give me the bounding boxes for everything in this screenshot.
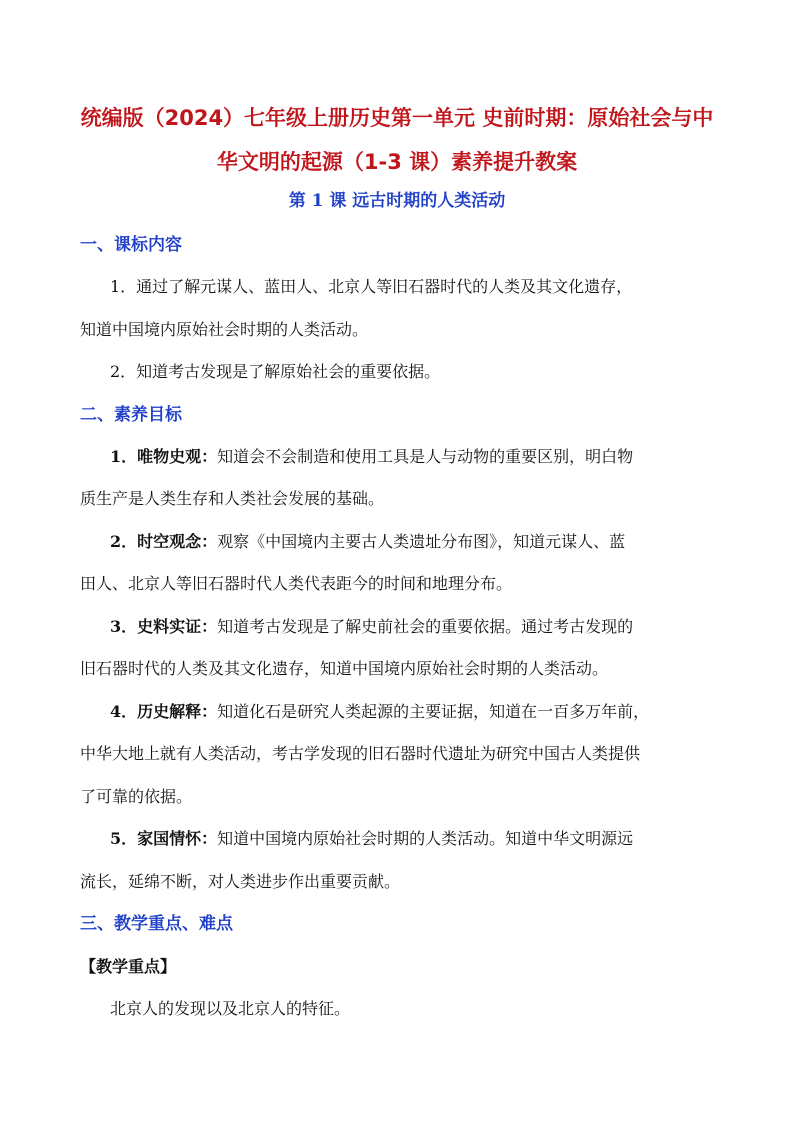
goal-2-line-1 (80, 529, 720, 555)
document-title-line-2: 华文明的起源（1-3 课）素养提升教案 (216, 150, 578, 174)
goal-5-line-2: 流长，延绵不断，对人类进步作出重要贡献。 (80, 872, 401, 891)
teaching-focus-line (80, 996, 720, 1022)
lesson-title: 第 1 课 远古时期的人类活动 (288, 191, 506, 211)
goal-4-line-2: 中华大地上就有人类活动，考古学发现的旧石器时代遗址为研究中国古人类提供 (80, 744, 641, 763)
goal-3-line-1 (80, 614, 720, 640)
goal-3-line-2: 旧石器时代的人类及其文化遗存，知道中国境内原始社会时期的人类活动。 (80, 659, 609, 678)
goal-2-label: 2．时空观念： (110, 532, 218, 551)
curriculum-item-2 (80, 359, 720, 385)
curriculum-item-2-text: 2．知道考古发现是了解原始社会的重要依据。 (110, 362, 441, 381)
goal-4-line-3: 了可靠的依据。 (80, 787, 193, 806)
goal-5-line-1 (80, 826, 720, 852)
teaching-focus-text: 北京人的发现以及北京人的特征。 (110, 999, 351, 1018)
curriculum-item-1-line-2: 知道中国境内原始社会时期的人类活动。 (80, 320, 369, 339)
goal-4-text: 知道化石是研究人类起源的主要证据，知道在一百多万年前， (217, 702, 650, 721)
goal-1-line-2: 质生产是人类生存和人类社会发展的基础。 (80, 489, 385, 508)
document-title-line-1: 统编版（2024）七年级上册历史第一单元 史前时期：原始社会与中 (80, 106, 714, 130)
goal-1-line-1 (80, 444, 720, 470)
goal-4-line-1 (80, 699, 720, 725)
curriculum-item-1-line-1 (80, 274, 720, 300)
goal-3-label: 3．史料实证： (110, 617, 218, 636)
goal-1-text: 知道会不会制造和使用工具是人与动物的重要区别，明白物 (217, 447, 634, 466)
section-heading-curriculum: 一、课标内容 (80, 235, 182, 255)
goal-3-text: 知道考古发现是了解史前社会的重要依据。通过考古发现的 (217, 617, 634, 636)
goal-5-label: 5．家国情怀： (110, 829, 218, 848)
section-heading-key-points: 三、教学重点、难点 (80, 914, 233, 934)
goal-5-text: 知道中国境内原始社会时期的人类活动。知道中华文明源远 (217, 829, 634, 848)
goal-4-label: 4．历史解释： (110, 702, 218, 721)
subheading-teaching-focus: 【教学重点】 (80, 957, 177, 976)
goal-1-label: 1．唯物史观： (110, 447, 218, 466)
goal-2-line-2: 田人、北京人等旧石器时代人类代表距今的时间和地理分布。 (80, 574, 513, 593)
goal-2-text: 观察《中国境内主要古人类遗址分布图》，知道元谋人、蓝 (217, 532, 626, 551)
curriculum-item-1-text: 1．通过了解元谋人、蓝田人、北京人等旧石器时代的人类及其文化遗存， (110, 277, 633, 296)
section-heading-literacy-goals: 二、素养目标 (80, 405, 182, 425)
